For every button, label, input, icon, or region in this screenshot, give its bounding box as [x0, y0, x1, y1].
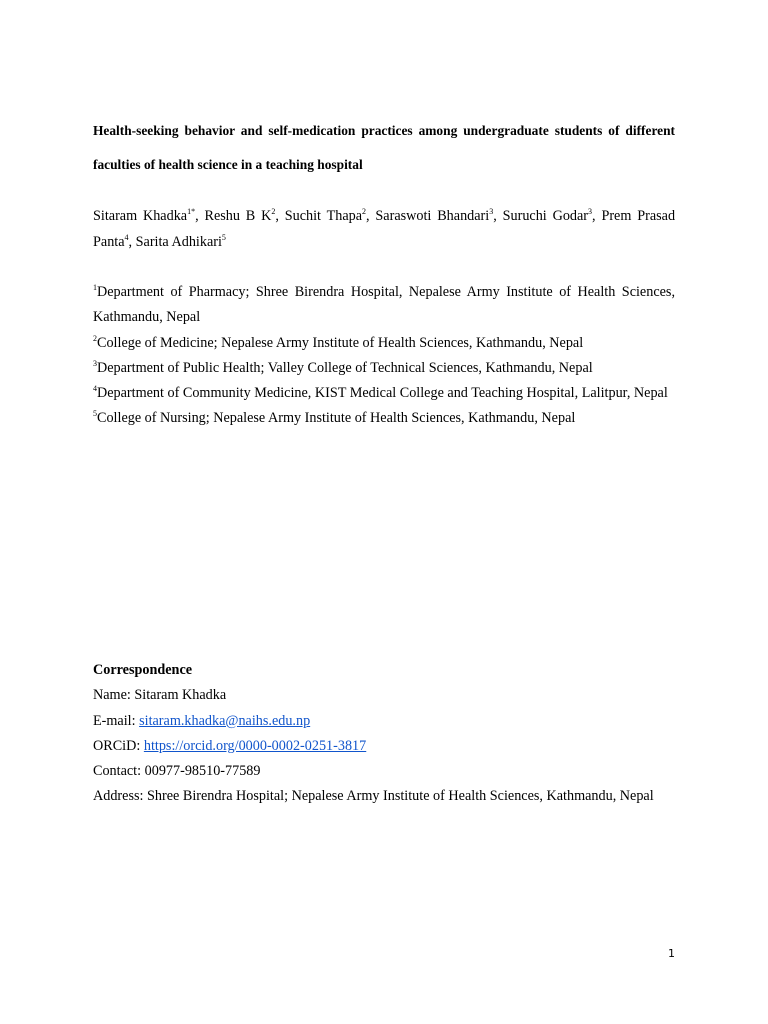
- correspondence-address: Address: Shree Birendra Hospital; Nepalese Army Institute of Health Sciences, Kathmandu, Nepal: [93, 788, 654, 805]
- author-affil-sup: 2: [271, 207, 276, 216]
- correspondence-contact: Contact: 00977-98510-77589: [93, 763, 261, 780]
- correspondence-name: Name: Sitaram Khadka: [93, 687, 227, 704]
- author: Suchit Thapa$^2$,: [284, 207, 376, 224]
- correspondence-section: [93, 658, 675, 810]
- author-list: [93, 204, 675, 255]
- affiliation-number: 4: [93, 384, 97, 394]
- paper-title: Health-seeking behavior and self-medication practices among undergraduate students of different faculties of health science in a teaching hospital: [93, 123, 675, 172]
- correspondence-orcid: ORCiD: https://orcid.org/0000-0002-0251-3817: [93, 737, 367, 754]
- author-affil-sup: 3: [489, 207, 494, 216]
- author-affil-sup: 5: [221, 232, 226, 242]
- author-affil-sup: 1*: [187, 207, 196, 216]
- affiliation-list: [93, 280, 675, 432]
- page-number: 1: [668, 947, 675, 960]
- affiliation: $^1$Department of Pharmacy; Shree Birendra Hospital, Nepalese Army Institute of Health Sciences, Kathmandu, Nepal: [93, 283, 675, 326]
- affiliation-number: 3: [93, 358, 97, 368]
- correspondence-heading: Correspondence: [93, 662, 193, 678]
- author: Reshu B $K^2$,: [204, 207, 285, 224]
- affiliation: $^5$College of Nursing; Nepalese Army Institute of Health Sciences, Kathmandu, Nepal: [93, 409, 576, 427]
- affiliation-number: 2: [93, 333, 97, 343]
- affiliation-number: 5: [93, 409, 97, 419]
- affiliation: $^2$College of Medicine; Nepalese Army Institute of Health Sciences, Kathmandu, Nepal: [93, 333, 584, 351]
- author-affil-sup: 4: [124, 232, 129, 242]
- author: Sitaram Khadka$^{1*}$,: [93, 207, 205, 224]
- affiliation: $^4$Department of Community Medicine, KIST Medical College and Teaching Hospital, Lalitpur, Nepal: [93, 384, 668, 402]
- affiliation: $^3$Department of Public Health; Valley College of Technical Sciences, Kathmandu, Nepal: [93, 358, 593, 376]
- author: Saraswoti Bhandari$^3$,: [375, 207, 503, 224]
- author-affil-sup: 3: [588, 207, 593, 216]
- author: Prem Prasad Panta$^4$,: [93, 208, 676, 250]
- author: Sarita Adhikari$^5$: [135, 232, 226, 250]
- author-affil-sup: 2: [362, 207, 367, 216]
- email-link[interactable]: sitaram.khadka@naihs.edu.np: [139, 712, 311, 729]
- author: Suruchi Godar$^3$,: [502, 207, 602, 224]
- correspondence-email: E-mail: sitaram.khadka@naihs.edu.np: [93, 712, 311, 729]
- affiliation-number: 1: [93, 283, 97, 292]
- orcid-link[interactable]: https://orcid.org/0000-0002-0251-3817: [143, 737, 367, 754]
